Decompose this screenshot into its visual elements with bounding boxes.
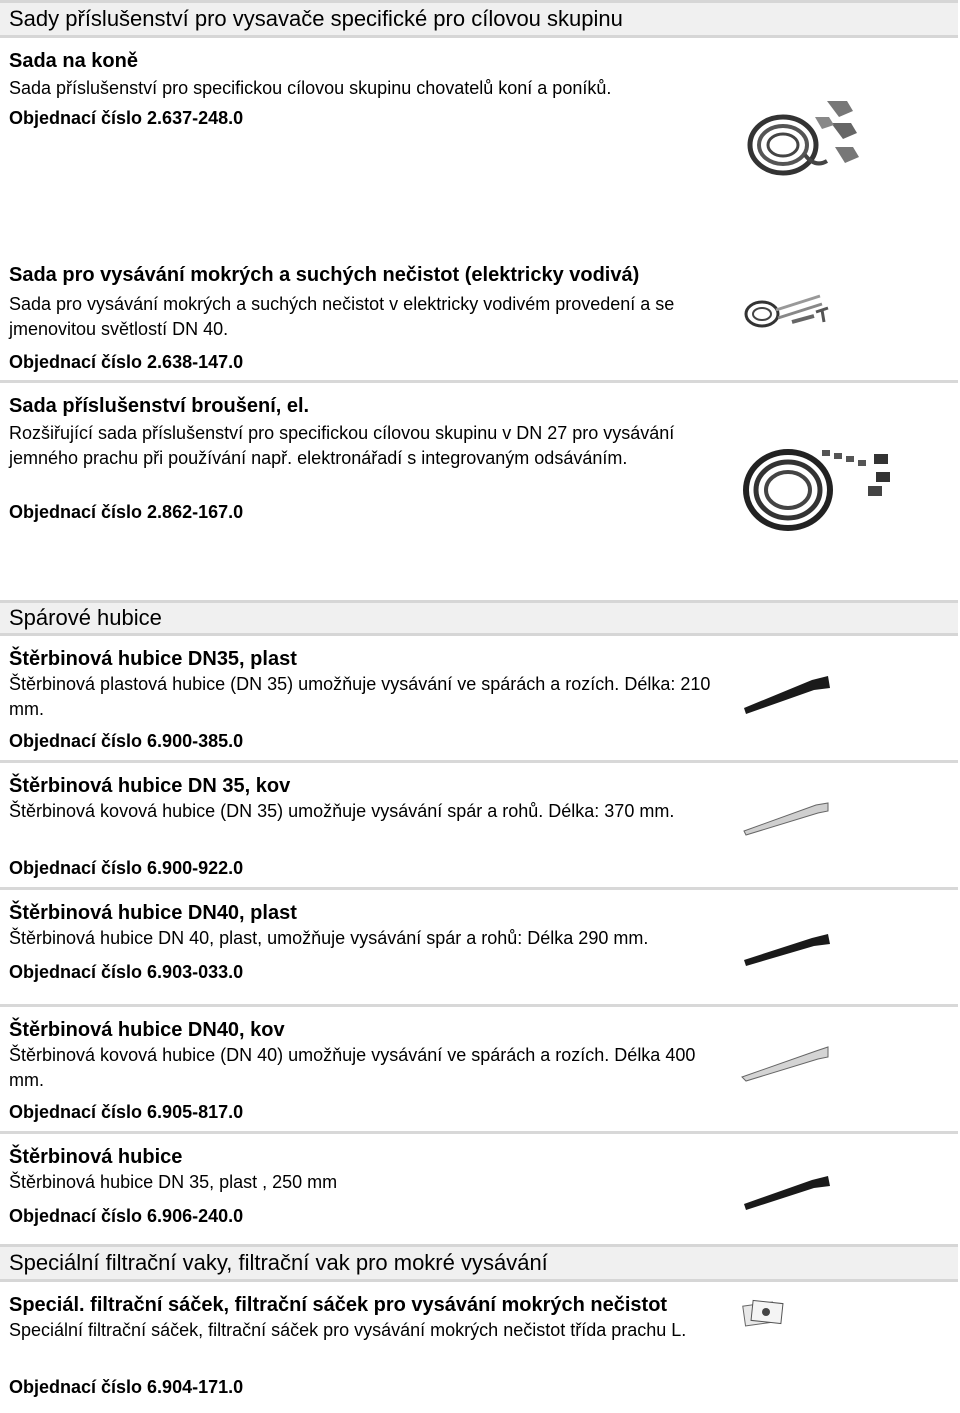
product-description: Štěrbinová kovová hubice (DN 40) umožňuje vysávání ve spárách a rozích. Délka 400 mm. [9, 1045, 696, 1090]
hose-kit-icon [745, 93, 860, 193]
sanding-kit-icon [742, 438, 902, 538]
crevice-nozzle-plastic-icon [742, 1172, 832, 1212]
product-description: Štěrbinová hubice DN 40, plast, umožňuje vysávání spár a rohů: Délka 290 mm. [9, 928, 649, 948]
product-title: Štěrbinová hubice DN40, kov [9, 1019, 285, 1041]
order-number: Objednací číslo 6.904-171.0 [9, 1377, 244, 1397]
product-title: Štěrbinová hubice DN40, plast [9, 902, 297, 924]
order-number: Objednací číslo 6.906-240.0 [9, 1206, 244, 1226]
crevice-nozzle-plastic-icon [742, 672, 832, 716]
section-title: Speciální filtrační vaky, filtrační vak pro mokré vysávání [9, 1250, 548, 1275]
order-number: Objednací číslo 2.637-248.0 [9, 108, 244, 128]
product-item [0, 38, 958, 248]
product-description: Sada příslušenství pro specifickou cílovou skupinu chovatelů koní a poníků. [9, 78, 612, 98]
product-item [0, 248, 958, 380]
crevice-nozzle-metal-icon [742, 799, 830, 839]
section-title: Sady příslušenství pro vysavače specifické pro cílovou skupinu [9, 6, 623, 31]
product-item [0, 1134, 958, 1244]
section-header [0, 600, 958, 636]
section-title: Spárové hubice [9, 605, 162, 630]
product-title: Speciál. filtrační sáček, filtrační sáček pro vysávání mokrých nečistot [9, 1294, 668, 1316]
crevice-nozzle-plastic-icon [742, 930, 832, 970]
product-item [0, 890, 958, 1004]
product-description: Štěrbinová hubice DN 35, plast , 250 mm [9, 1172, 338, 1192]
product-title: Štěrbinová hubice DN 35, kov [9, 775, 291, 797]
product-item [0, 636, 958, 760]
product-description: Rozšiřující sada příslušenství pro specifickou cílovou skupinu v DN 27 pro vysávání jemného prachu při používání např. elektronářadí s integrovaným odsáváním. [9, 423, 675, 468]
product-description: Speciální filtrační sáček, filtrační sáček pro vysávání mokrých nečistot třída prachu L. [9, 1320, 687, 1340]
product-title: Sada příslušenství broušení, el. [9, 395, 310, 417]
crevice-nozzle-metal-icon [740, 1045, 832, 1085]
section-header [0, 1244, 958, 1282]
product-description: Štěrbinová kovová hubice (DN 35) umožňuje vysávání spár a rohů. Délka: 370 mm. [9, 801, 675, 821]
product-title: Štěrbinová hubice DN35, plast [9, 648, 297, 670]
order-number: Objednací číslo 6.905-817.0 [9, 1102, 244, 1122]
order-number: Objednací číslo 6.900-922.0 [9, 858, 244, 878]
product-item [0, 383, 958, 600]
product-title: Sada na koně [9, 50, 138, 72]
product-item [0, 1007, 958, 1131]
section-header [0, 0, 958, 38]
order-number: Objednací číslo 6.903-033.0 [9, 962, 244, 982]
product-title: Sada pro vysávání mokrých a suchých nečistot (elektricky vodivá) [9, 264, 640, 286]
order-number: Objednací číslo 6.900-385.0 [9, 731, 244, 751]
order-number: Objednací číslo 2.638-147.0 [9, 352, 244, 372]
product-item [0, 1282, 958, 1413]
product-description: Štěrbinová plastová hubice (DN 35) umožňuje vysávání ve spárách a rozích. Délka: 210 mm. [9, 674, 711, 719]
product-item [0, 763, 958, 887]
product-title: Štěrbinová hubice [9, 1146, 183, 1168]
wet-dry-kit-icon [742, 286, 832, 336]
order-number: Objednací číslo 2.862-167.0 [9, 502, 244, 522]
filter-bag-icon [740, 1298, 790, 1328]
product-description: Sada pro vysávání mokrých a suchých nečistot v elektricky vodivém provedení a se jmenovitou světlostí DN 40. [9, 294, 675, 339]
